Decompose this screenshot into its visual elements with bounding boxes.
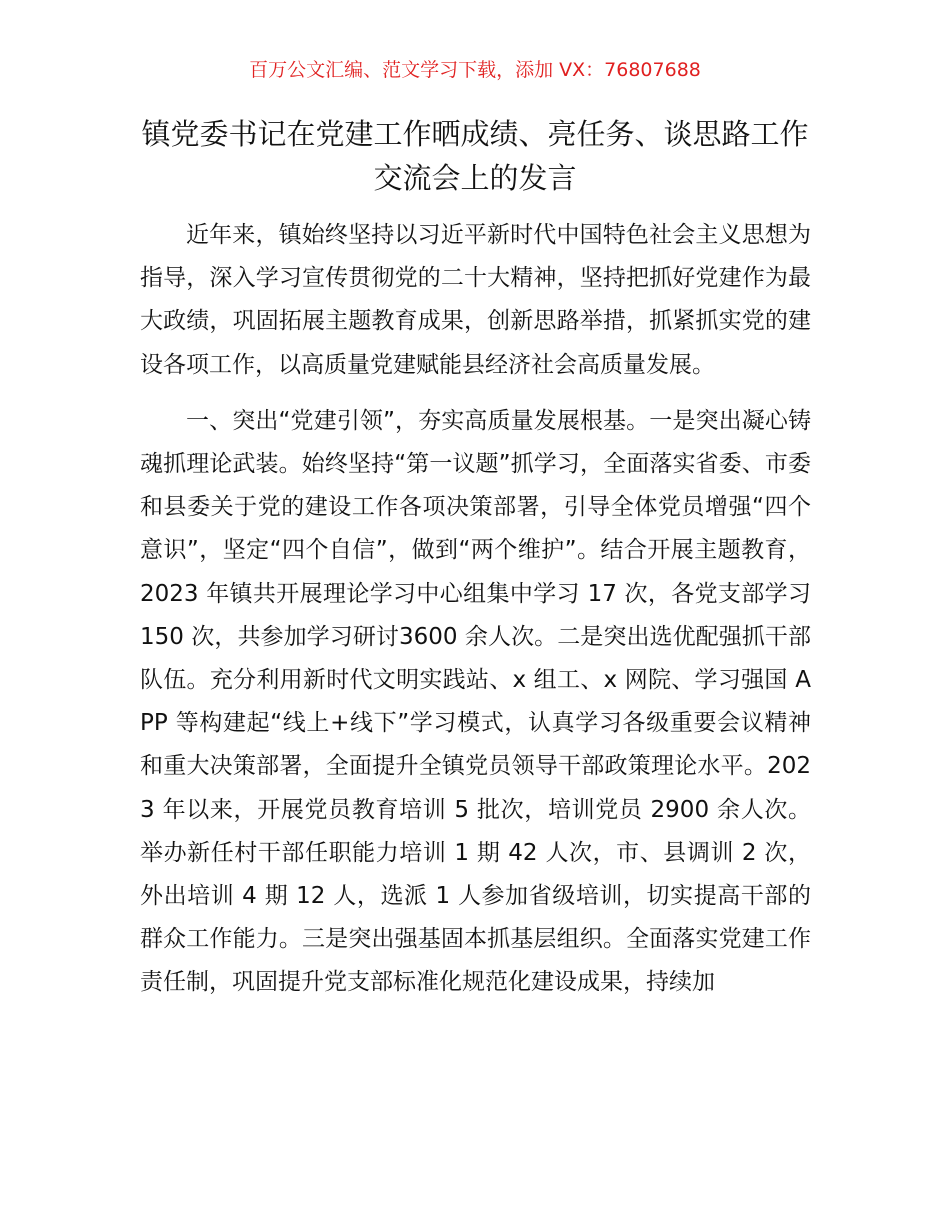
document-title: 镇党委书记在党建工作晒成绩、亮任务、谈思路工作交流会上的发言 bbox=[141, 117, 809, 195]
document-body bbox=[140, 214, 811, 1018]
watermark-banner: 百万公文汇编、范文学习下载，添加 VX：76807688 bbox=[249, 59, 701, 81]
paragraph-section-one: 一、突出“党建引领”，夯实高质量发展根基。一是突出凝心铸魂抓理论武装。始终坚持“第一议题”抓学习，全面落实省委、市委和县委关于党的建设工作各项决策部署，引导全体党员增强“四个意识”，坚定“四个自信”，做到“两个维护”。结合开展主题教育，2023 年镇共开展理论学习中心组集中学习 17 次，各党支部学习 150 次，共参加学习研讨3600 余人次。二是突出选优配强抓干部队伍。充分利用新时代文明实践站、x 组工、x 网院、学习强国 APP 等构建起“线上+线下”学习模式，认真学习各级重要会议精神和重大决策部署，全面提升全镇党员领导干部政策理论水平。2023 年以来，开展党员教育培训 5 批次，培训党员 2900 余人次。举办新任村干部任职能力培训 1 期 42 人次，市、县调训 2 次，外出培训 4 期 12 人，选派 1 人参加省级培训，切实提高干部的群众工作能力。三是突出强基固本抓基层组织。全面落实党建工作责任制，巩固提升党支部标准化规范化建设成果，持续加 bbox=[140, 407, 811, 996]
paragraph-intro: 近年来，镇始终坚持以习近平新时代中国特色社会主义思想为指导，深入学习宣传贯彻党的二十大精神，坚持把抓好党建作为最大政绩，巩固拓展主题教育成果，创新思路举措，抓紧抓实党的建设各项工作，以高质量党建赋能县经济社会高质量发展。 bbox=[140, 222, 811, 378]
